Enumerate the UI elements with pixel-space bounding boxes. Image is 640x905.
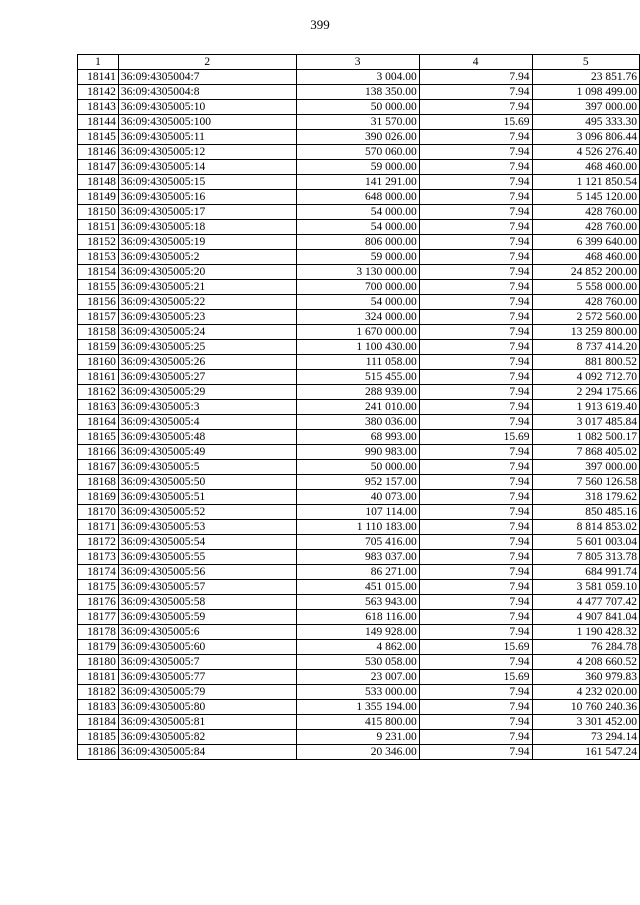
table-row [78,535,640,550]
cadastral-number-cell: 36:09:4305005:80 [118,700,296,715]
amount-cell: 428 760.00 [532,295,639,310]
cadastral-number-cell: 36:09:4305005:14 [118,160,296,175]
rate-cell: 7.94 [419,550,532,565]
value-cell: 1 355 194.00 [296,700,419,715]
cadastral-number-cell: 36:09:4305005:52 [118,505,296,520]
amount-cell: 428 760.00 [532,205,639,220]
amount-cell: 397 000.00 [532,460,639,475]
cadastral-number-cell: 36:09:4305005:2 [118,250,296,265]
rate-cell: 7.94 [419,130,532,145]
row-number-cell: 18145 [78,130,119,145]
value-cell: 288 939.00 [296,385,419,400]
table-body [78,70,640,760]
table-header-row [78,55,640,70]
row-number-cell: 18179 [78,640,119,655]
table-row [78,370,640,385]
rate-cell: 7.94 [419,580,532,595]
cadastral-number-cell: 36:09:4305005:16 [118,190,296,205]
amount-cell: 4 092 712.70 [532,370,639,385]
cadastral-number-cell: 36:09:4305005:25 [118,340,296,355]
amount-cell: 1 121 850.54 [532,175,639,190]
cadastral-number-cell: 36:09:4305005:100 [118,115,296,130]
table-row [78,715,640,730]
table-row [78,475,640,490]
table-row [78,160,640,175]
table-row [78,430,640,445]
column-header: 5 [532,55,639,70]
table-row [78,175,640,190]
rate-cell: 7.94 [419,535,532,550]
cadastral-number-cell: 36:09:4305005:12 [118,145,296,160]
rate-cell: 7.94 [419,415,532,430]
rate-cell: 7.94 [419,235,532,250]
value-cell: 23 007.00 [296,670,419,685]
cadastral-number-cell: 36:09:4305005:82 [118,730,296,745]
amount-cell: 8 814 853.02 [532,520,639,535]
table-row [78,505,640,520]
row-number-cell: 18161 [78,370,119,385]
amount-cell: 7 868 405.02 [532,445,639,460]
amount-cell: 7 805 313.78 [532,550,639,565]
amount-cell: 495 333.30 [532,115,639,130]
rate-cell: 7.94 [419,700,532,715]
table-row [78,220,640,235]
rate-cell: 7.94 [419,490,532,505]
row-number-cell: 18174 [78,565,119,580]
rate-cell: 7.94 [419,295,532,310]
rate-cell: 7.94 [419,355,532,370]
table-row [78,670,640,685]
row-number-cell: 18162 [78,385,119,400]
value-cell: 59 000.00 [296,160,419,175]
value-cell: 990 983.00 [296,445,419,460]
cadastral-number-cell: 36:09:4305005:48 [118,430,296,445]
row-number-cell: 18154 [78,265,119,280]
cadastral-number-cell: 36:09:4305005:4 [118,415,296,430]
table-row [78,700,640,715]
row-number-cell: 18173 [78,550,119,565]
row-number-cell: 18172 [78,535,119,550]
table-row [78,235,640,250]
column-header: 2 [118,55,296,70]
row-number-cell: 18143 [78,100,119,115]
amount-cell: 684 991.74 [532,565,639,580]
cadastral-number-cell: 36:09:4305005:19 [118,235,296,250]
cadastral-number-cell: 36:09:4305005:24 [118,325,296,340]
value-cell: 390 026.00 [296,130,419,145]
amount-cell: 4 907 841.04 [532,610,639,625]
value-cell: 1 670 000.00 [296,325,419,340]
value-cell: 107 114.00 [296,505,419,520]
cadastral-number-cell: 36:09:4305005:10 [118,100,296,115]
amount-cell: 3 096 806.44 [532,130,639,145]
row-number-cell: 18178 [78,625,119,640]
amount-cell: 1 913 619.40 [532,400,639,415]
value-cell: 533 000.00 [296,685,419,700]
value-cell: 111 058.00 [296,355,419,370]
cadastral-number-cell: 36:09:4305005:81 [118,715,296,730]
rate-cell: 7.94 [419,190,532,205]
cadastral-number-cell: 36:09:4305005:18 [118,220,296,235]
table-row [78,730,640,745]
table-row [78,70,640,85]
table-row [78,745,640,760]
rate-cell: 7.94 [419,175,532,190]
table-row [78,190,640,205]
row-number-cell: 18141 [78,70,119,85]
cadastral-number-cell: 36:09:4305005:84 [118,745,296,760]
rate-cell: 7.94 [419,685,532,700]
amount-cell: 7 560 126.58 [532,475,639,490]
rate-cell: 7.94 [419,610,532,625]
row-number-cell: 18165 [78,430,119,445]
amount-cell: 2 572 560.00 [532,310,639,325]
row-number-cell: 18159 [78,340,119,355]
rate-cell: 7.94 [419,310,532,325]
row-number-cell: 18146 [78,145,119,160]
table-row [78,295,640,310]
rate-cell: 7.94 [419,385,532,400]
value-cell: 570 060.00 [296,145,419,160]
value-cell: 515 455.00 [296,370,419,385]
table-row [78,340,640,355]
value-cell: 451 015.00 [296,580,419,595]
table-row [78,565,640,580]
row-number-cell: 18167 [78,460,119,475]
value-cell: 149 928.00 [296,625,419,640]
rate-cell: 7.94 [419,505,532,520]
cadastral-number-cell: 36:09:4305005:21 [118,280,296,295]
amount-cell: 13 259 800.00 [532,325,639,340]
table-row [78,460,640,475]
value-cell: 563 943.00 [296,595,419,610]
amount-cell: 3 301 452.00 [532,715,639,730]
cadastral-number-cell: 36:09:4305005:27 [118,370,296,385]
table-row [78,355,640,370]
amount-cell: 1 190 428.32 [532,625,639,640]
amount-cell: 4 208 660.52 [532,655,639,670]
value-cell: 54 000.00 [296,295,419,310]
value-cell: 241 010.00 [296,400,419,415]
cadastral-number-cell: 36:09:4305004:7 [118,70,296,85]
value-cell: 415 800.00 [296,715,419,730]
value-cell: 618 116.00 [296,610,419,625]
row-number-cell: 18142 [78,85,119,100]
value-cell: 983 037.00 [296,550,419,565]
table-row [78,415,640,430]
value-cell: 1 110 183.00 [296,520,419,535]
amount-cell: 397 000.00 [532,100,639,115]
column-header: 1 [78,55,119,70]
table-row [78,625,640,640]
rate-cell: 15.69 [419,640,532,655]
table-row [78,610,640,625]
amount-cell: 6 399 640.00 [532,235,639,250]
rate-cell: 7.94 [419,460,532,475]
table-row [78,325,640,340]
table-row [78,655,640,670]
row-number-cell: 18182 [78,685,119,700]
cadastral-number-cell: 36:09:4305005:3 [118,400,296,415]
table-row [78,685,640,700]
amount-cell: 73 294.14 [532,730,639,745]
amount-cell: 3 017 485.84 [532,415,639,430]
value-cell: 380 036.00 [296,415,419,430]
table-row [78,520,640,535]
amount-cell: 2 294 175.66 [532,385,639,400]
amount-cell: 3 581 059.10 [532,580,639,595]
rate-cell: 7.94 [419,100,532,115]
value-cell: 3 004.00 [296,70,419,85]
amount-cell: 428 760.00 [532,220,639,235]
row-number-cell: 18163 [78,400,119,415]
rate-cell: 7.94 [419,370,532,385]
amount-cell: 24 852 200.00 [532,265,639,280]
table-row [78,595,640,610]
row-number-cell: 18175 [78,580,119,595]
cadastral-number-cell: 36:09:4305005:77 [118,670,296,685]
row-number-cell: 18160 [78,355,119,370]
value-cell: 141 291.00 [296,175,419,190]
table-row [78,310,640,325]
cadastral-number-cell: 36:09:4305005:58 [118,595,296,610]
amount-cell: 1 098 499.00 [532,85,639,100]
data-table [77,54,640,760]
row-number-cell: 18185 [78,730,119,745]
rate-cell: 7.94 [419,145,532,160]
cadastral-number-cell: 36:09:4305005:54 [118,535,296,550]
table-row [78,250,640,265]
row-number-cell: 18171 [78,520,119,535]
cadastral-number-cell: 36:09:4305005:53 [118,520,296,535]
value-cell: 324 000.00 [296,310,419,325]
value-cell: 138 350.00 [296,85,419,100]
row-number-cell: 18152 [78,235,119,250]
cadastral-number-cell: 36:09:4305004:8 [118,85,296,100]
rate-cell: 7.94 [419,70,532,85]
value-cell: 68 993.00 [296,430,419,445]
cadastral-number-cell: 36:09:4305005:11 [118,130,296,145]
amount-cell: 1 082 500.17 [532,430,639,445]
row-number-cell: 18177 [78,610,119,625]
row-number-cell: 18144 [78,115,119,130]
row-number-cell: 18186 [78,745,119,760]
row-number-cell: 18176 [78,595,119,610]
cadastral-number-cell: 36:09:4305005:20 [118,265,296,280]
row-number-cell: 18156 [78,295,119,310]
table-row [78,580,640,595]
cadastral-number-cell: 36:09:4305005:60 [118,640,296,655]
value-cell: 59 000.00 [296,250,419,265]
value-cell: 54 000.00 [296,205,419,220]
amount-cell: 468 460.00 [532,250,639,265]
cadastral-number-cell: 36:09:4305005:23 [118,310,296,325]
value-cell: 20 346.00 [296,745,419,760]
table-row [78,550,640,565]
table-row [78,385,640,400]
cadastral-number-cell: 36:09:4305005:29 [118,385,296,400]
column-header: 4 [419,55,532,70]
row-number-cell: 18150 [78,205,119,220]
cadastral-number-cell: 36:09:4305005:57 [118,580,296,595]
rate-cell: 7.94 [419,475,532,490]
amount-cell: 468 460.00 [532,160,639,175]
amount-cell: 161 547.24 [532,745,639,760]
row-number-cell: 18157 [78,310,119,325]
rate-cell: 7.94 [419,520,532,535]
value-cell: 952 157.00 [296,475,419,490]
table-row [78,280,640,295]
amount-cell: 23 851.76 [532,70,639,85]
cadastral-number-cell: 36:09:4305005:26 [118,355,296,370]
row-number-cell: 18166 [78,445,119,460]
amount-cell: 4 526 276.40 [532,145,639,160]
rate-cell: 7.94 [419,445,532,460]
value-cell: 4 862.00 [296,640,419,655]
rate-cell: 7.94 [419,325,532,340]
cadastral-number-cell: 36:09:4305005:55 [118,550,296,565]
amount-cell: 360 979.83 [532,670,639,685]
amount-cell: 5 601 003.04 [532,535,639,550]
amount-cell: 4 232 020.00 [532,685,639,700]
row-number-cell: 18180 [78,655,119,670]
table-row [78,445,640,460]
amount-cell: 5 558 000.00 [532,280,639,295]
amount-cell: 10 760 240.36 [532,700,639,715]
table-row [78,145,640,160]
amount-cell: 881 800.52 [532,355,639,370]
table-row [78,115,640,130]
value-cell: 700 000.00 [296,280,419,295]
row-number-cell: 18155 [78,280,119,295]
amount-cell: 850 485.16 [532,505,639,520]
row-number-cell: 18181 [78,670,119,685]
page-number: 399 [310,17,330,32]
table-row [78,130,640,145]
table-row [78,265,640,280]
value-cell: 1 100 430.00 [296,340,419,355]
value-cell: 50 000.00 [296,460,419,475]
table-row [78,400,640,415]
row-number-cell: 18168 [78,475,119,490]
amount-cell: 318 179.62 [532,490,639,505]
rate-cell: 7.94 [419,280,532,295]
cadastral-number-cell: 36:09:4305005:50 [118,475,296,490]
rate-cell: 7.94 [419,340,532,355]
cadastral-number-cell: 36:09:4305005:79 [118,685,296,700]
row-number-cell: 18151 [78,220,119,235]
cadastral-number-cell: 36:09:4305005:5 [118,460,296,475]
row-number-cell: 18164 [78,415,119,430]
table-row [78,205,640,220]
rate-cell: 7.94 [419,160,532,175]
column-header: 3 [296,55,419,70]
rate-cell: 15.69 [419,115,532,130]
rate-cell: 15.69 [419,670,532,685]
cadastral-number-cell: 36:09:4305005:7 [118,655,296,670]
rate-cell: 7.94 [419,250,532,265]
rate-cell: 7.94 [419,730,532,745]
table-row [78,100,640,115]
rate-cell: 7.94 [419,625,532,640]
value-cell: 54 000.00 [296,220,419,235]
value-cell: 40 073.00 [296,490,419,505]
value-cell: 86 271.00 [296,565,419,580]
rate-cell: 7.94 [419,85,532,100]
rate-cell: 7.94 [419,715,532,730]
value-cell: 648 000.00 [296,190,419,205]
row-number-cell: 18148 [78,175,119,190]
rate-cell: 7.94 [419,655,532,670]
cadastral-number-cell: 36:09:4305005:15 [118,175,296,190]
row-number-cell: 18149 [78,190,119,205]
cadastral-number-cell: 36:09:4305005:17 [118,205,296,220]
row-number-cell: 18183 [78,700,119,715]
table-row [78,490,640,505]
row-number-cell: 18169 [78,490,119,505]
value-cell: 31 570.00 [296,115,419,130]
rate-cell: 7.94 [419,745,532,760]
row-number-cell: 18153 [78,250,119,265]
cadastral-number-cell: 36:09:4305005:49 [118,445,296,460]
rate-cell: 7.94 [419,265,532,280]
cadastral-number-cell: 36:09:4305005:22 [118,295,296,310]
cadastral-number-cell: 36:09:4305005:51 [118,490,296,505]
row-number-cell: 18170 [78,505,119,520]
rate-cell: 7.94 [419,595,532,610]
row-number-cell: 18147 [78,160,119,175]
cadastral-number-cell: 36:09:4305005:59 [118,610,296,625]
value-cell: 806 000.00 [296,235,419,250]
amount-cell: 5 145 120.00 [532,190,639,205]
value-cell: 530 058.00 [296,655,419,670]
cadastral-number-cell: 36:09:4305005:56 [118,565,296,580]
rate-cell: 7.94 [419,565,532,580]
row-number-cell: 18158 [78,325,119,340]
value-cell: 50 000.00 [296,100,419,115]
value-cell: 3 130 000.00 [296,265,419,280]
rate-cell: 7.94 [419,400,532,415]
row-number-cell: 18184 [78,715,119,730]
table-row [78,640,640,655]
rate-cell: 7.94 [419,205,532,220]
table-row [78,85,640,100]
rate-cell: 15.69 [419,430,532,445]
amount-cell: 76 284.78 [532,640,639,655]
value-cell: 9 231.00 [296,730,419,745]
cadastral-number-cell: 36:09:4305005:6 [118,625,296,640]
amount-cell: 8 737 414.20 [532,340,639,355]
rate-cell: 7.94 [419,220,532,235]
amount-cell: 4 477 707.42 [532,595,639,610]
value-cell: 705 416.00 [296,535,419,550]
